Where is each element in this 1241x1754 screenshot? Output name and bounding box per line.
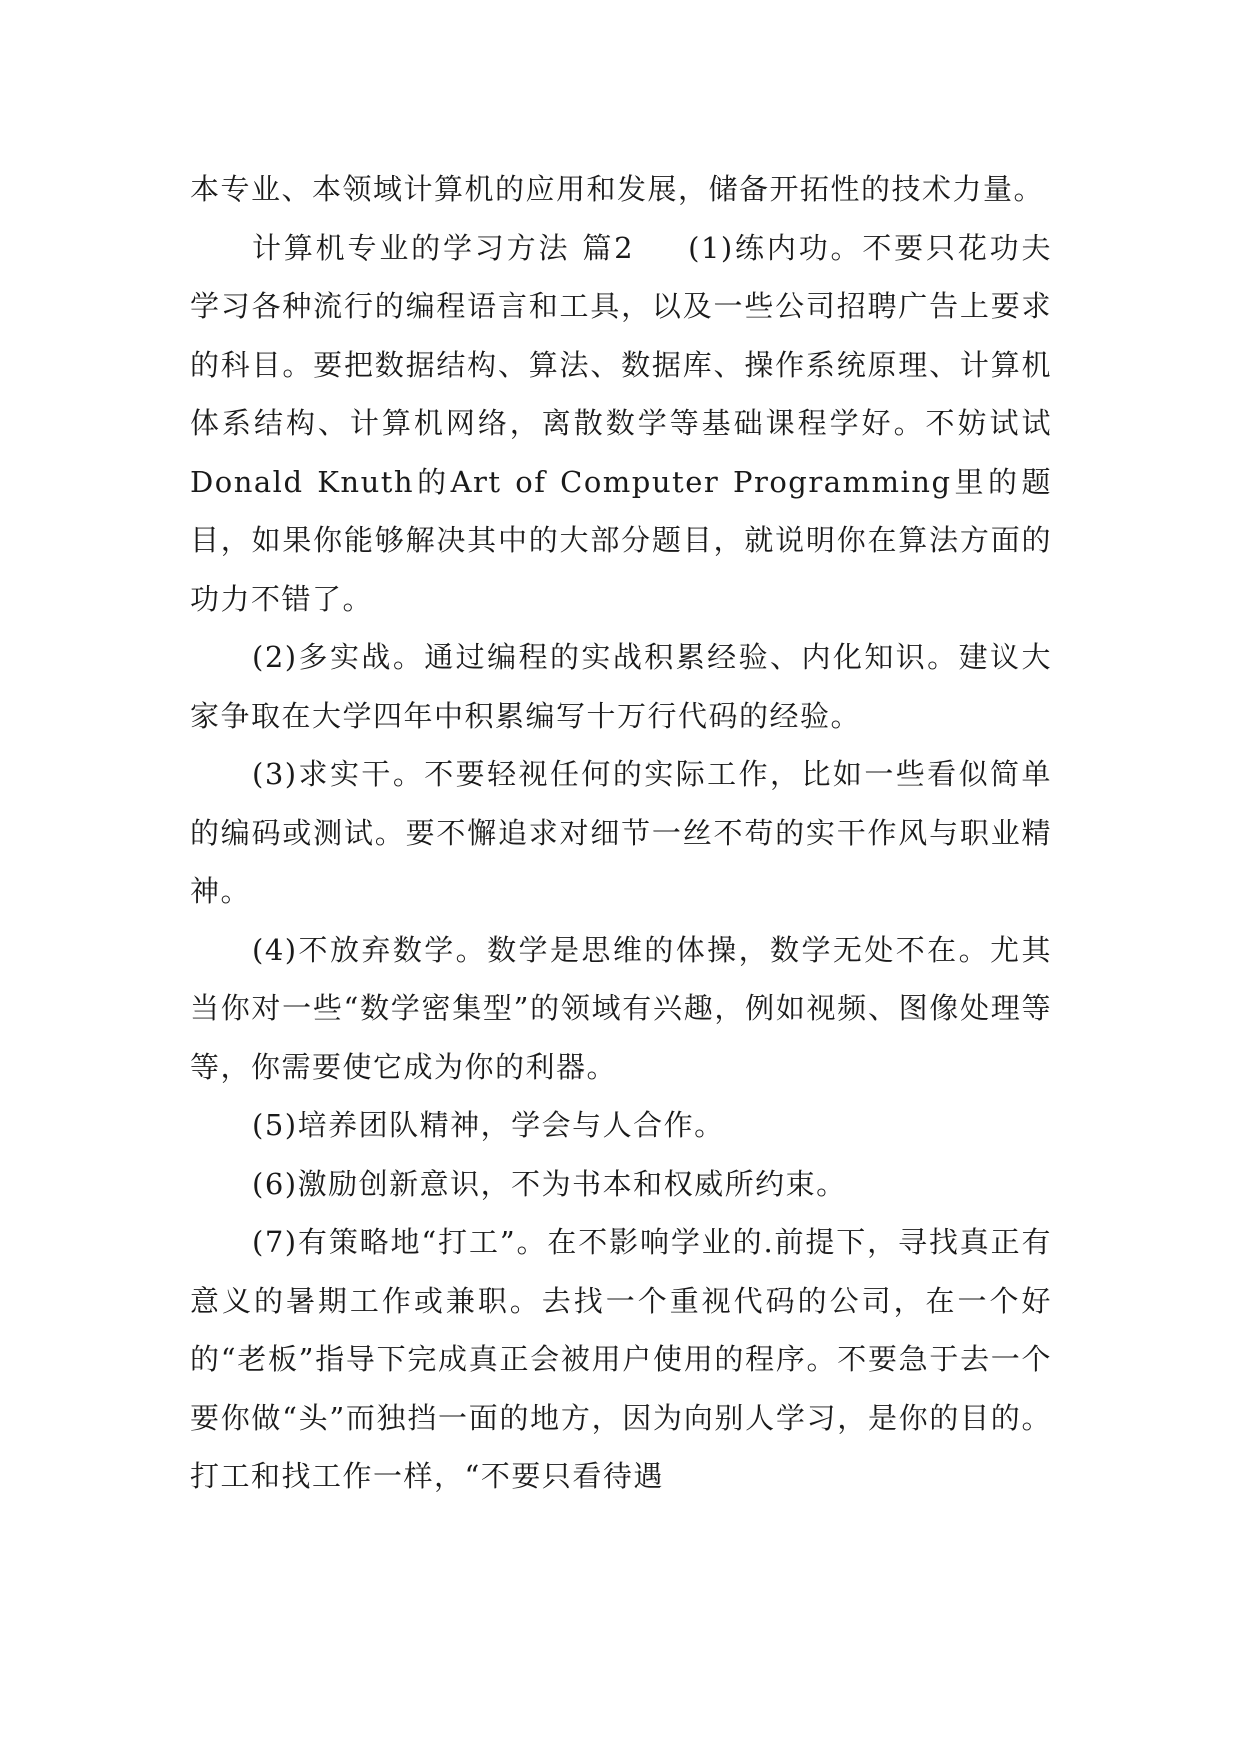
paragraph-4: (4)不放弃数学。数学是思维的体操，数学无处不在。尤其当你对一些“数学密集型”的领域有兴趣，例如视频、图像处理等等，你需要使它成为你的利器。 (190, 932, 1052, 1084)
paragraph-7: (7)有策略地“打工”。在不影响学业的.前提下，寻找真正有意义的暑期工作或兼职。去找一个重视代码的公司，在一个好的“老板”指导下完成真正会被用户使用的程序。不要急于去一个要你做“头”而独挡一面的地方，因为向别人学习，是你的目的。打工和找工作一样，“不要只看待遇 (190, 1225, 1052, 1493)
paragraph-5: (5)培养团队精神，学会与人合作。 (252, 1108, 725, 1142)
section-paragraph-1 (190, 219, 1052, 629)
section-heading: 计算机专业的学习方法 篇2 (252, 230, 635, 265)
paragraph-6: (6)激励创新意识，不为书本和权威所约束。 (252, 1166, 847, 1201)
paragraph-2: (2)多实战。通过编程的实战积累经验、内化知识。建议大家争取在大学四年中积累编写十万行代码的经验。 (190, 640, 1052, 733)
document-body (190, 160, 1052, 1506)
continuation-paragraph: 本专业、本领域计算机的应用和发展，储备开拓性的技术力量。 (190, 172, 1045, 206)
paragraph-1-text: (1)练内功。不要只花功夫学习各种流行的编程语言和工具，以及一些公司招聘广告上要求的科目。要把数据结构、算法、数据库、操作系统原理、计算机体系结构、计算机网络，离散数学等基础课程学好。不妨试试Donald Knuth的Art of Computer Programming里的题目，如果你能够解决其中的大部分题目，就说明你在算法方面的功力不错了。 (190, 230, 1052, 616)
paragraph-3: (3)求实干。不要轻视任何的实际工作，比如一些看似简单的编码或测试。要不懈追求对细节一丝不苟的实干作风与职业精神。 (190, 757, 1052, 908)
